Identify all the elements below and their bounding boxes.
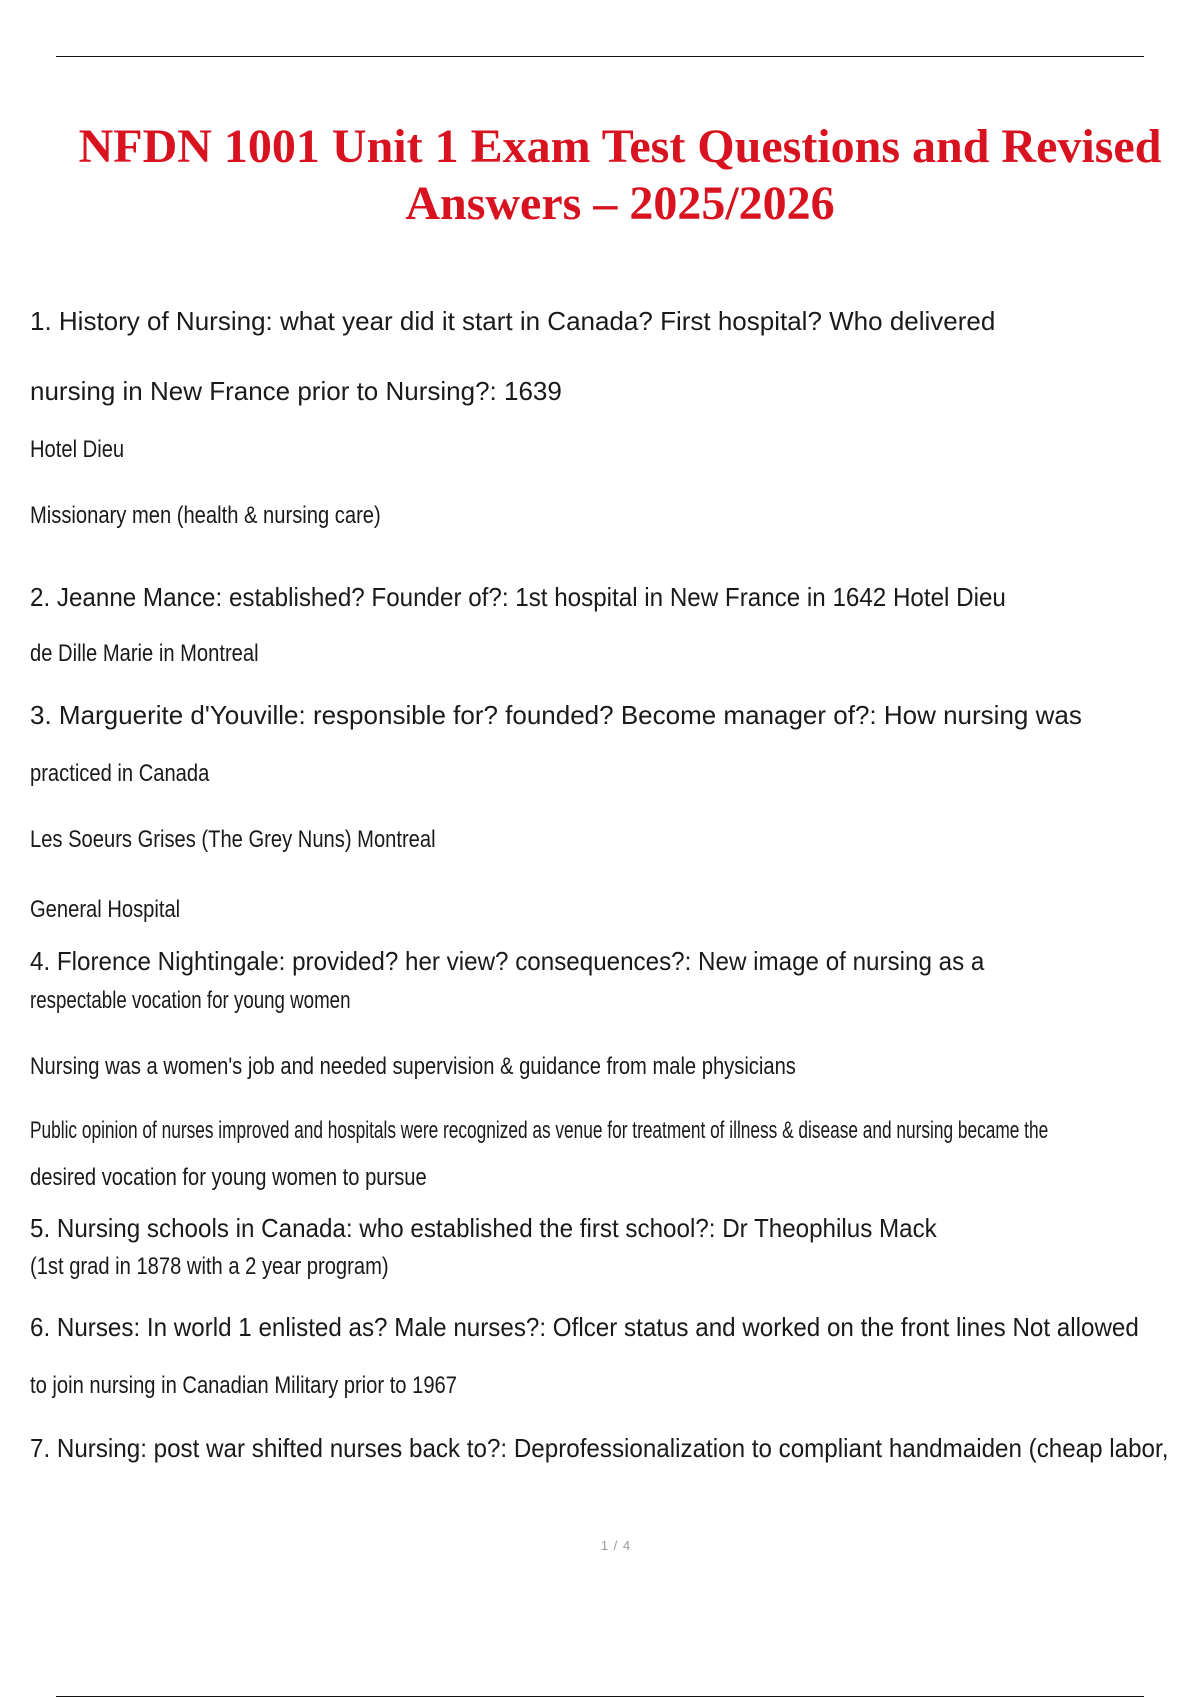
q4-line-1: 4. Florence Nightingale: provided? her view? consequences?: New image of nursing as a: [30, 946, 985, 976]
q4-answer-consequences-2: desired vocation for young women to pursue: [30, 1164, 427, 1191]
q3-answer-general-hospital: General Hospital: [30, 896, 181, 923]
q5-line-1: 5. Nursing schools in Canada: who established the first school?: Dr Theophilus Mack: [30, 1213, 937, 1243]
q5-line-2: (1st grad in 1878 with a 2 year program): [30, 1253, 389, 1280]
bottom-rule: [56, 1696, 1144, 1697]
document-title: NFDN 1001 Unit 1 Exam Test Questions and Revised Answers – 2025/2026: [78, 120, 1162, 230]
q2-line-2: de Dille Marie in Montreal: [30, 640, 259, 667]
q1-answer-missionary: Missionary men (health & nursing care): [30, 502, 381, 529]
q2-line-1: 2. Jeanne Mance: established? Founder of?: 1st hospital in New France in 1642 Hotel Dieu: [30, 582, 1006, 612]
page-indicator: 1 / 4: [600, 1538, 632, 1553]
q1-answer-hotel-dieu: Hotel Dieu: [30, 436, 125, 463]
q3-answer-grey-nuns: Les Soeurs Grises (The Grey Nuns) Montreal: [30, 826, 436, 853]
q4-answer-consequences-1: Public opinion of nurses improved and hospitals were recognized as venue for treatment of illness & disease and nursing became the: [30, 1117, 1049, 1144]
q1-line-2: nursing in New France prior to Nursing?: 1639: [30, 376, 562, 406]
q4-line-2: respectable vocation for young women: [30, 987, 351, 1014]
q4-answer-view: Nursing was a women's job and needed supervision & guidance from male physicians: [30, 1053, 796, 1080]
q7-line-1: 7. Nursing: post war shifted nurses back to?: Deprofessionalization to compliant handmaiden (cheap labor,: [30, 1433, 1169, 1463]
q6-line-1: 6. Nurses: In world 1 enlisted as? Male nurses?: Oflcer status and worked on the front lines Not allowed: [30, 1312, 1139, 1342]
q6-line-2: to join nursing in Canadian Military prior to 1967: [30, 1372, 457, 1399]
q3-line-2: practiced in Canada: [30, 760, 210, 787]
top-rule: [56, 56, 1144, 57]
q1-line-1: 1. History of Nursing: what year did it start in Canada? First hospital? Who delivered: [30, 306, 996, 336]
q3-line-1: 3. Marguerite d'Youville: responsible for? founded? Become manager of?: How nursing was: [30, 700, 1082, 730]
